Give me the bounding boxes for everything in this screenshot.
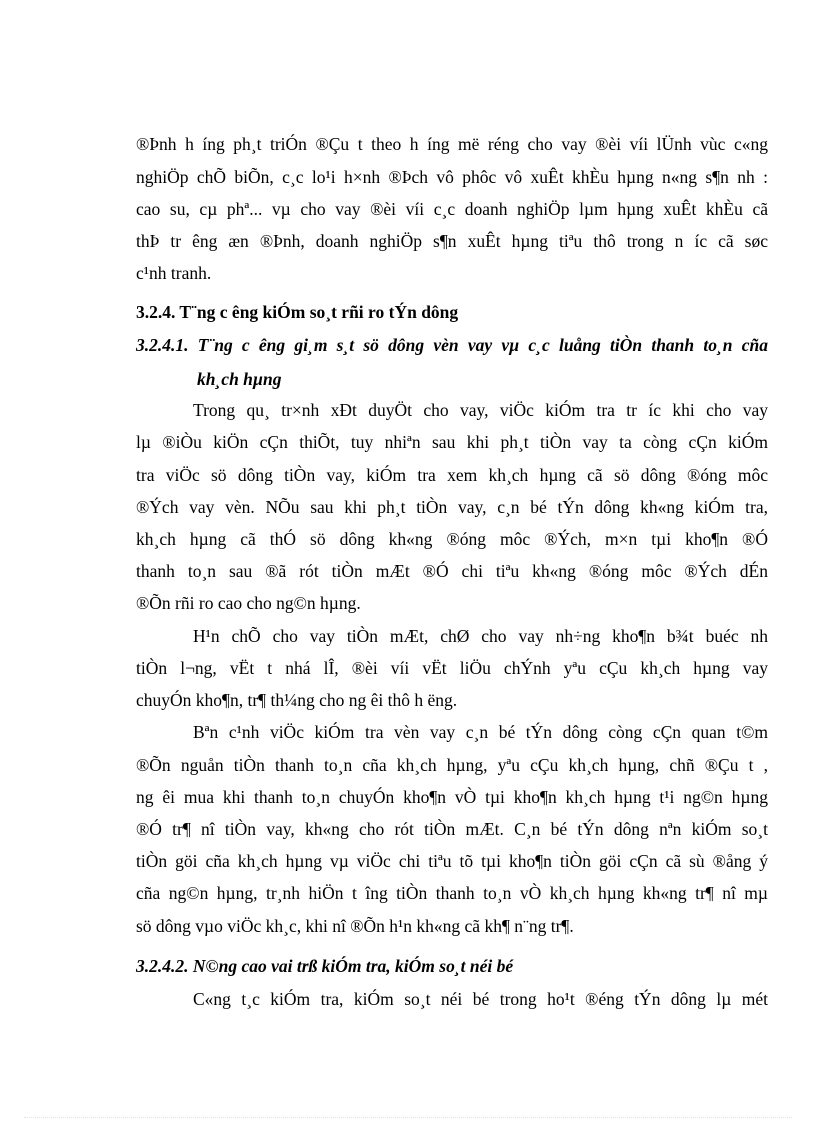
body-text-line: cña ng©n hµng, tr¸nh hiÖn t îng tiÒn thanh to¸n vÒ kh¸ch hµng kh«ng tr¶ nî mµ <box>136 883 768 903</box>
body-text-line: ®Ých vay vèn. NÕu sau khi ph¸t tiÒn vay, c¸n bé tÝn dông kh«ng kiÓm tra, <box>136 497 768 517</box>
body-text-line: H¹n chÕ cho vay tiÒn mÆt, chØ cho vay nh÷ng kho¶n b¾t buéc nh <box>193 626 768 646</box>
body-text-line: C«ng t¸c kiÓm tra, kiÓm so¸t néi bé trong ho¹t ®éng tÝn dông lµ mét <box>193 989 768 1009</box>
body-text-line: tra viÖc sö dông tiÒn vay, kiÓm tra xem kh¸ch hµng cã sö dông ®óng môc <box>136 465 768 485</box>
body-text-line: ®Þnh h íng ph¸t triÓn ®Çu t theo h íng më réng cho vay ®èi víi lÜnh vùc c«ng <box>136 134 768 154</box>
body-text-line: Trong qu¸ tr×nh xÐt duyÖt cho vay, viÖc kiÓm tra tr íc khi cho vay <box>193 400 768 420</box>
subsection-heading: kh¸ch hµng <box>197 369 282 389</box>
body-text-line: ®Ó tr¶ nî tiÒn vay, kh«ng cho rót tiÒn mÆt. C¸n bé tÝn dông nªn kiÓm so¸t <box>136 819 768 839</box>
body-text-line: tiÒn göi cña kh¸ch hµng vµ viÖc chi tiªu tõ tµi kho¶n tiÒn göi cÇn cã sù ®ång ý <box>136 851 768 871</box>
body-text-line: thÞ tr êng æn ®Þnh, doanh nghiÖp s¶n xuÊt hµng tiªu thô trong n íc cã søc <box>136 231 768 251</box>
body-text-line: lµ ®iÒu kiÖn cÇn thiÕt, tuy nhiªn sau khi ph¸t tiÒn vay ta còng cÇn kiÓm <box>136 432 768 452</box>
section-heading: 3.2.4. T¨ng c êng kiÓm so¸t rñi ro tÝn dông <box>136 302 459 322</box>
body-text-line: ®Õn rñi ro cao cho ng©n hµng. <box>136 593 361 613</box>
body-text-line: cao su, cµ phª... vµ cho vay ®èi víi c¸c doanh nghiÖp lµm hµng xuÊt khÈu cã <box>136 199 768 219</box>
footer-divider <box>24 1117 792 1118</box>
body-text-line: thanh to¸n sau ®ã rót tiÒn mÆt ®Ó chi tiªu kh«ng ®óng môc ®Ých dÉn <box>136 561 768 581</box>
body-text-line: c¹nh tranh. <box>136 263 212 283</box>
subsection-heading: 3.2.4.2. N©ng cao vai trß kiÓm tra, kiÓm so¸t néi bé <box>136 956 514 976</box>
body-text-line: sö dông vµo viÖc kh¸c, khi nî ®Õn h¹n kh«ng cã kh¶ n¨ng tr¶. <box>136 916 574 936</box>
body-text-line: tiÒn l¬ng, vËt t nhá lÎ, ®èi víi vËt liÖu chÝnh yªu cÇu kh¸ch hµng vay <box>136 658 768 678</box>
body-text-line: ®Õn nguån tiÒn thanh to¸n cña kh¸ch hµng, yªu cÇu kh¸ch hµng, chñ ®Çu t , <box>136 755 768 775</box>
body-text-line: kh¸ch hµng cã thÓ sö dông kh«ng ®óng môc ®Ých, m×n tµi kho¶n ®Ó <box>136 529 768 549</box>
body-text-line: Bªn c¹nh viÖc kiÓm tra vèn vay c¸n bé tÝn dông còng cÇn quan t©m <box>193 722 768 742</box>
body-text-line: ng êi mua khi thanh to¸n chuyÓn kho¶n vÒ tµi kho¶n kh¸ch hµng t¹i ng©n hµng <box>136 787 768 807</box>
subsection-heading: 3.2.4.1. T¨ng c êng gi¸m s¸t sö dông vèn vay vµ c¸c luång tiÒn thanh to¸n cña <box>136 335 768 355</box>
body-text-line: chuyÓn kho¶n, tr¶ th¼ng cho ng êi thô h ëng. <box>136 690 458 710</box>
body-text-line: nghiÖp chÕ biÕn, c¸c lo¹i h×nh ®Þch vô phôc vô xuÊt khÈu hµng n«ng s¶n nh : <box>136 167 768 187</box>
